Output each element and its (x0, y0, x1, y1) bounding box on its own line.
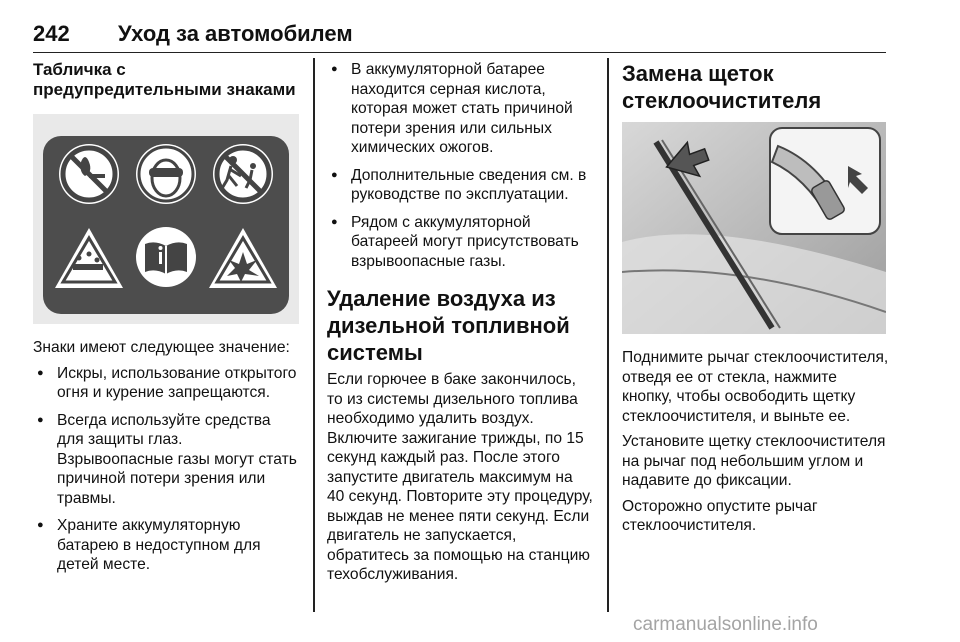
no-fire-icon (59, 144, 119, 204)
list-item: ● Всегда используйте средства для защиты глаз. Взрывоопасные газы могут стать причиной потери зрения или травмы. (33, 411, 301, 509)
wiper-step-3: Осторожно опустите рычаг стеклоочистителя. (622, 497, 818, 534)
diesel-bleeding-body: Если горючее в баке закончилось, то из системы дизельного топлива необходимо удалить воздух. Включите зажигание трижды, по 15 секунд каждый раз. После этого запустите двигатель максимум на 40 секунд. Повторите эту процедуру, выждав не менее пяти секунд. Если двигатель не запускается, обратитесь за помощью на станцию техобслуживания. (327, 371, 593, 583)
diesel-bleeding-heading: Удаление воздуха из дизельной топливной системы (327, 286, 570, 365)
wiper-step-1: Поднимите рычаг стеклоочистителя, отведя ее от стекла, нажмите кнопку, чтобы освободить щетку стеклоочистителя, и выньте ее. (622, 349, 889, 425)
eye-protection-icon (136, 144, 196, 204)
keep-away-children-icon (213, 144, 273, 204)
wiper-replacement-heading: Замена щеток стеклоочистителя (622, 61, 822, 113)
signs-meaning-list-continued (327, 60, 593, 271)
battery-warning-label-figure (33, 114, 299, 324)
column-3 (622, 60, 890, 542)
wiper-step-2: Установите щетку стеклоочистителя на рычаг под небольшим углом и надавите до фиксации. (622, 433, 886, 489)
signs-intro: Знаки имеют следующее значение: (33, 339, 290, 356)
list-item: ● В аккумуляторной батарее находится серная кислота, которая может стать причиной потери зрения или сильных химических ожогов. (327, 60, 593, 158)
list-item: ● Искры, использование открытого огня и курение запрещаются. (33, 364, 301, 403)
wiper-blade-figure (622, 122, 886, 334)
list-item: ● Храните аккумуляторную батарею в недоступном для детей месте. (33, 516, 301, 575)
column-divider (607, 58, 609, 612)
list-item: ● Рядом с аккумуляторной батареей могут присутствовать взрывоопасные газы. (327, 213, 593, 272)
warning-label-heading: Табличка с предупредительными знаками (33, 60, 296, 99)
page-header (33, 18, 886, 53)
column-divider (313, 58, 315, 612)
list-item: ● Дополнительные сведения см. в руководстве по эксплуатации. (327, 166, 593, 205)
page-number: 242 (33, 21, 70, 46)
signs-meaning-list (33, 364, 301, 575)
column-2 (327, 60, 593, 591)
chapter-title: Уход за автомобилем (118, 21, 353, 46)
watermark: carmanualsonline.info (633, 614, 818, 635)
read-manual-icon (136, 227, 196, 287)
column-1 (33, 60, 301, 583)
